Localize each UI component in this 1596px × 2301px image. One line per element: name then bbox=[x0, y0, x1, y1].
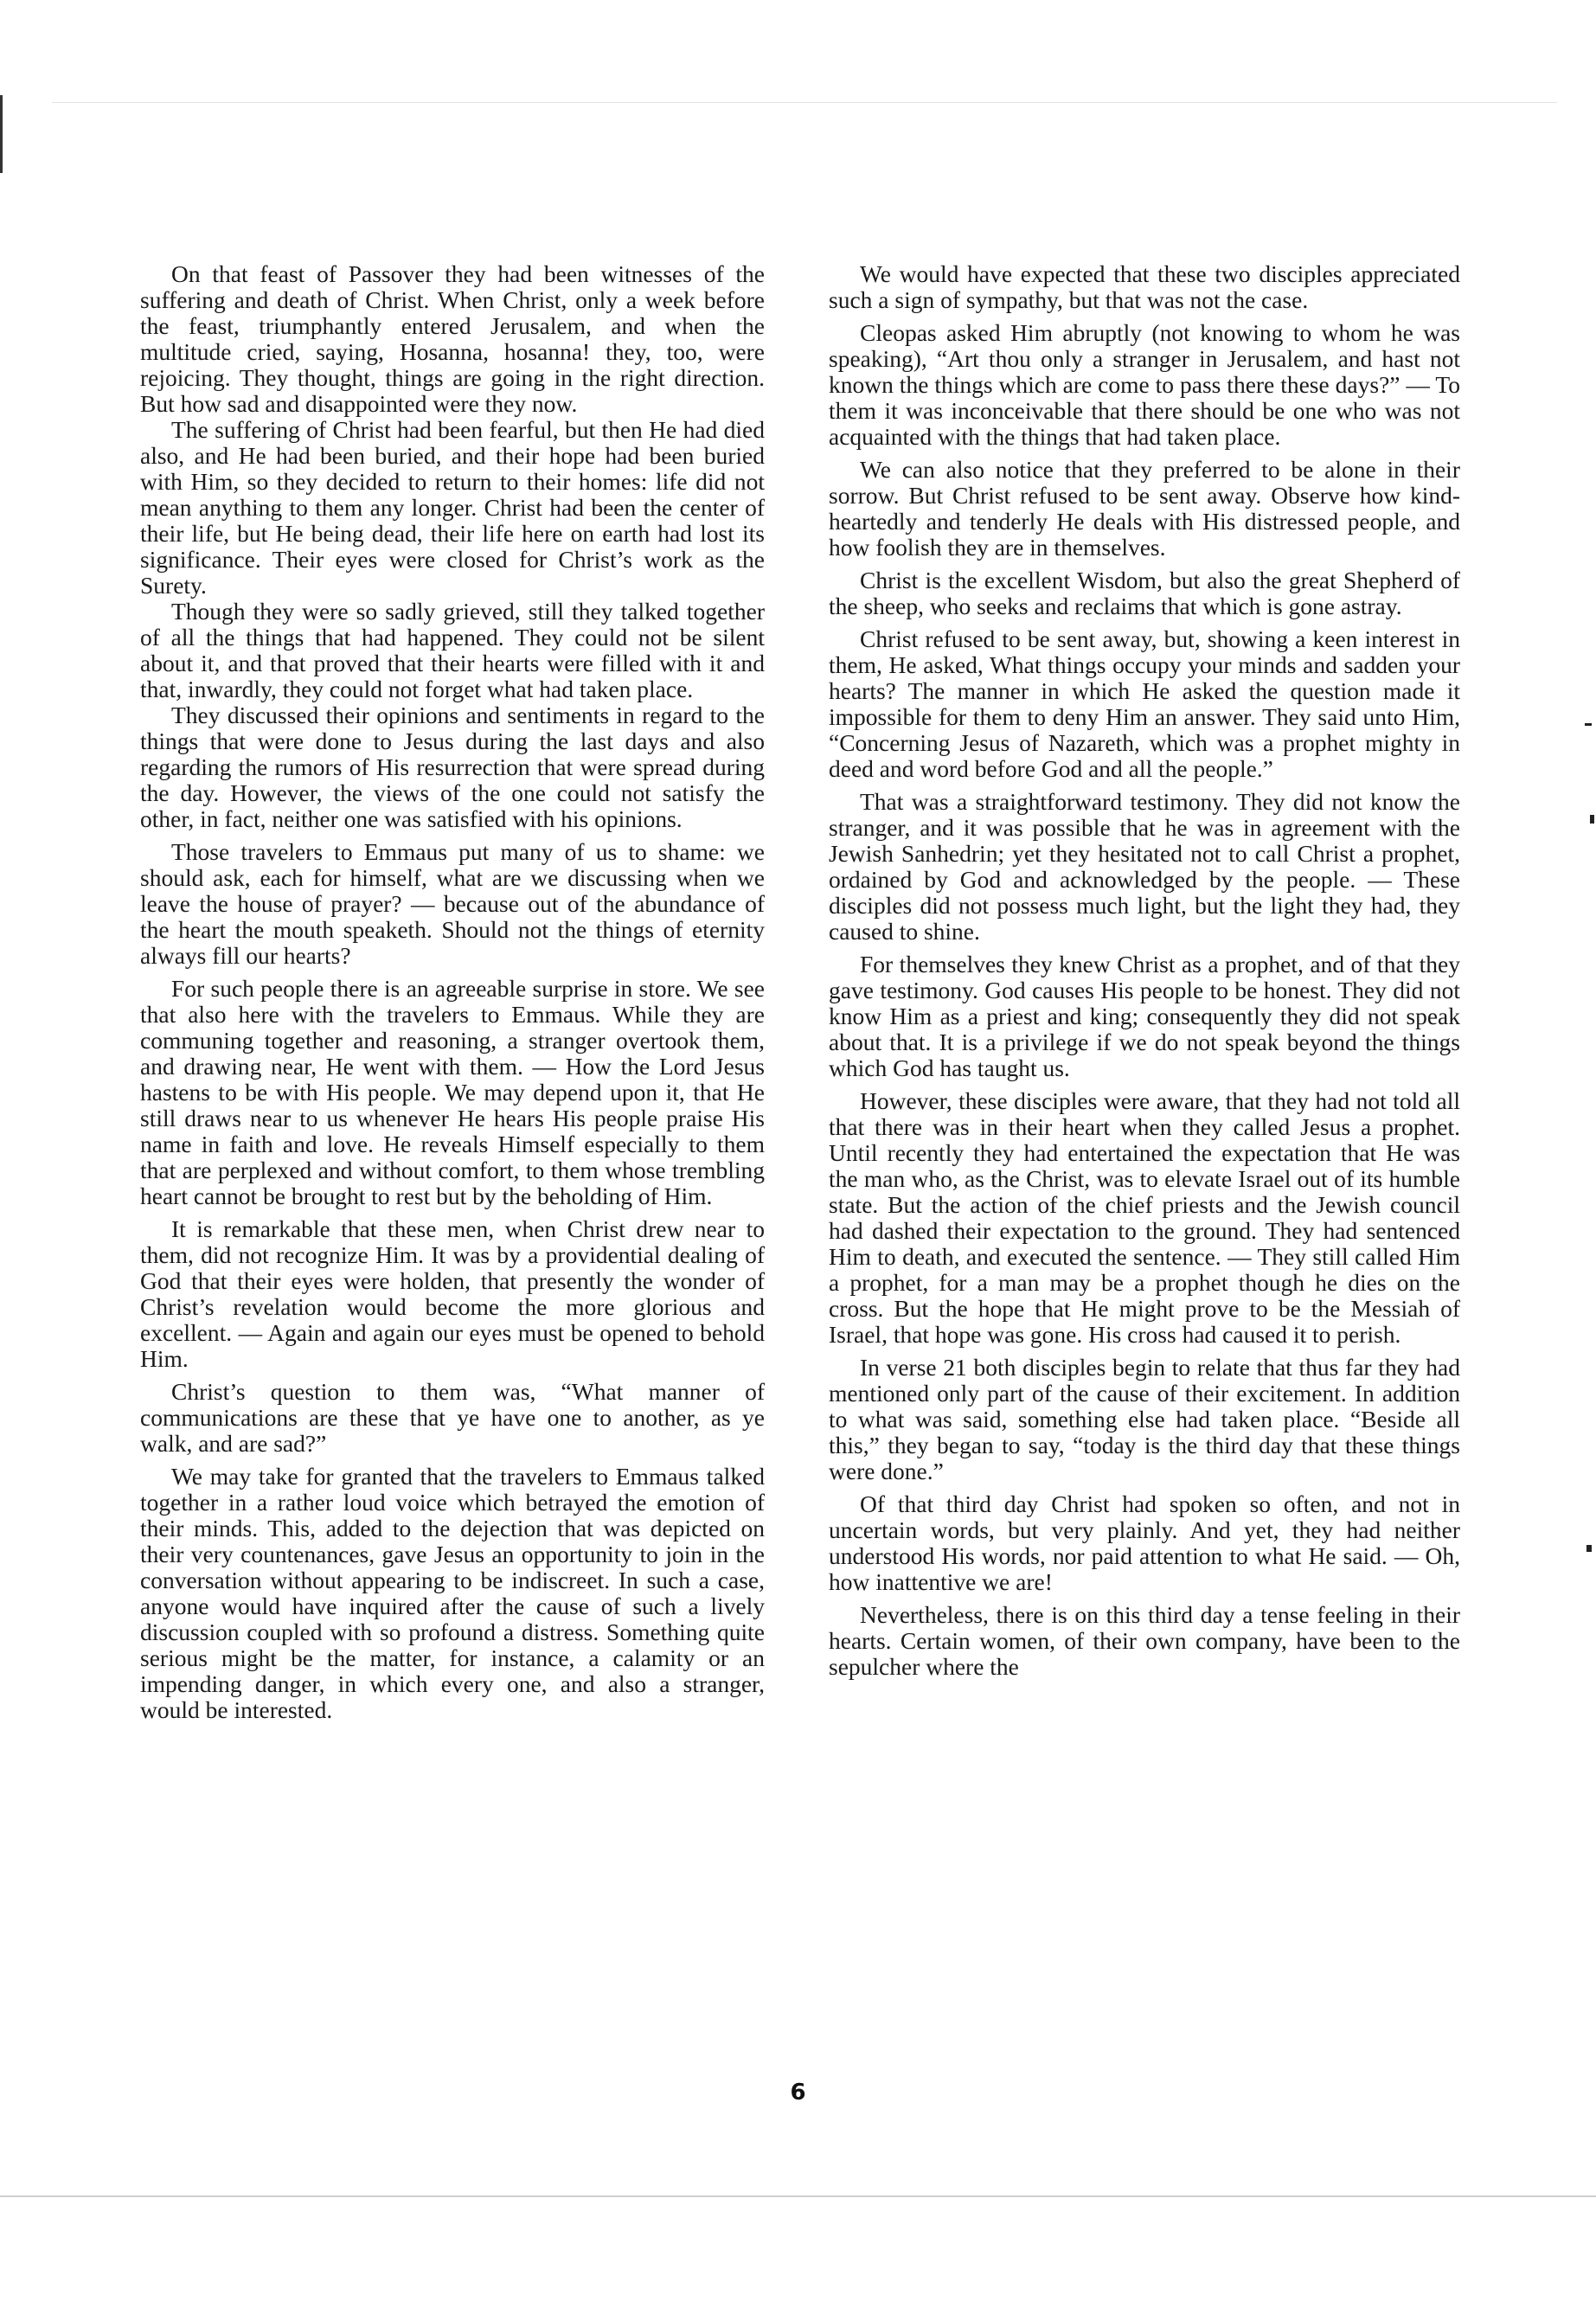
left-paragraph: On that feast of Passover they had been witnesses of the suffering and death of Christ. When Christ, only a week before the feast, triumphantly entered Jerusalem, and when the multitude cried, saying, Hosanna, hosanna! they, too, were rejoicing. They thought, things are going in the right direction. But how sad and disappointed were they now. bbox=[140, 260, 765, 417]
top-divider bbox=[52, 102, 1557, 103]
left-paragraph: Though they were so sadly grieved, still they talked together of all the things that had happened. They could not be silent about it, and that proved that their hearts were filled with it and that, inwardly, they could not forget what had taken place. bbox=[140, 598, 765, 702]
left-paragraph: Christ’s question to them was, “What manner of communications are these that ye have one to another, as ye walk, and are sad?” bbox=[140, 1378, 765, 1457]
right-paragraph: Nevertheless, there is on this third day a tense feeling in their hearts. Certain women, of their own company, have been to the sepulcher where the bbox=[829, 1601, 1460, 1680]
margin-mark bbox=[1586, 1545, 1592, 1552]
left-paragraph: We may take for granted that the travelers to Emmaus talked together in a rather loud voice which betrayed the emotion of their minds. This, added to the dejection that was depicted on their very countenances, gave Jesus an opportunity to join in the conversation without appearing to be indiscreet. In such a case, anyone would have inquired after the cause of such a lively discussion coupled with so profound a distress. Something quite serious might be the matter, for instance, a calamity or an impending danger, in which every one, and also a stranger, would be interested. bbox=[140, 1463, 765, 1723]
right-paragraph: We would have expected that these two disciples appreciated such a sign of sympathy, but that was not the case. bbox=[829, 260, 1460, 313]
right-paragraph: Of that third day Christ had spoken so often, and not in uncertain words, but very plainly. And yet, they had neither understood His words, nor paid attention to what He said. — Oh, how inattentive we are! bbox=[829, 1490, 1460, 1595]
right-paragraph: That was a straightforward testimony. They did not know the stranger, and it was possible that he was in agreement with the Jewish Sanhedrin; yet they hesitated not to call Christ a prophet, ordained by God and acknowledged by the people. — These disciples did not possess much light, but the light they had, they caused to shine. bbox=[829, 788, 1460, 945]
left-paragraph: They discussed their opinions and sentiments in regard to the things that were done to Jesus during the last days and also regarding the rumors of His resurrection that were spread during the day. However, the views of the one could not satisfy the other, in fact, neither one was satisfied with his opinions. bbox=[140, 702, 765, 832]
right-paragraph: For themselves they knew Christ as a prophet, and of that they gave testimony. God causes His people to be honest. They did not know Him as a priest and king; consequently they did not speak about that. It is a privilege if we do not speak beyond the things which God has taught us. bbox=[829, 951, 1460, 1081]
right-paragraph: Christ refused to be sent away, but, showing a keen interest in them, He asked, What things occupy your minds and sadden your hearts? The manner in which He asked the question made it impossible for them to deny Him an answer. They said unto Him, “Concerning Jesus of Nazareth, which was a prophet mighty in deed and word before God and all the people.” bbox=[829, 625, 1460, 782]
bottom-divider bbox=[0, 2195, 1596, 2197]
margin-mark bbox=[1590, 815, 1594, 824]
left-column bbox=[140, 261, 765, 1730]
right-column bbox=[829, 261, 1460, 1687]
left-paragraph: Those travelers to Emmaus put many of us to shame: we should ask, each for himself, what are we discussing when we leave the house of prayer? — because out of the abundance of the heart the mouth speaketh. Should not the things of eternity always fill our hearts? bbox=[140, 838, 765, 969]
scan-edge-mark bbox=[0, 95, 3, 173]
right-paragraph: However, these disciples were aware, that they had not told all that there was in their heart when they called Jesus a prophet. Until recently they had entertained the expectation that He was the man who, as the Christ, was to elevate Israel out of its humble state. But the action of the chief priests and the Jewish council had dashed their expectation to the ground. They had sentenced Him to death, and executed the sentence. — They still called Him a prophet, for a man may be a prophet though he dies on the cross. But the hope that He might prove to be the Messiah of Israel, that hope was gone. His cross had caused it to perish. bbox=[829, 1087, 1460, 1348]
right-paragraph: Christ is the excellent Wisdom, but also the great Shepherd of the sheep, who seeks and reclaims that which is gone astray. bbox=[829, 567, 1460, 619]
right-paragraph: Cleopas asked Him abruptly (not knowing to whom he was speaking), “Art thou only a stranger in Jerusalem, and hast not known the things which are come to pass there these days?” — To them it was inconceivable that there should be one who was not acquainted with the things that had taken place. bbox=[829, 319, 1460, 450]
right-paragraph: In verse 21 both disciples begin to relate that thus far they had mentioned only part of the cause of their excitement. In addition to what was said, something else had taken place. “Beside all this,” they began to say, “today is the third day that these things were done.” bbox=[829, 1354, 1460, 1484]
left-paragraph: The suffering of Christ had been fearful, but then He had died also, and He had been buried, and their hope had been buried with Him, so they decided to return to their homes: life did not mean anything to them any longer. Christ had been the center of their life, but He being dead, their life here on earth had lost its significance. Their eyes were closed for Christ’s work as the Surety. bbox=[140, 416, 765, 599]
left-paragraph: It is remarkable that these men, when Christ drew near to them, did not recognize Him. It was by a providential dealing of God that their eyes were holden, that presently the wonder of Christ’s revelation would become the more glorious and excellent. — Again and again our eyes must be opened to behold Him. bbox=[140, 1215, 765, 1372]
page-number: 6 bbox=[790, 2080, 806, 2106]
margin-mark bbox=[1585, 723, 1592, 726]
left-paragraph: For such people there is an agreeable surprise in store. We see that also here with the travelers to Emmaus. While they are communing together and reasoning, a stranger overtook them, and drawing near, He went with them. — How the Lord Jesus hastens to be with His people. We may depend upon it, that He still draws near to us whenever He hears His people praise His name in faith and love. He reveals Himself especially to them that are perplexed and without comfort, to them whose trembling heart cannot be brought to rest but by the beholding of Him. bbox=[140, 975, 765, 1209]
right-paragraph: We can also notice that they preferred to be alone in their sorrow. But Christ refused to be sent away. Observe how kind-heartedly and tenderly He deals with His distressed people, and how foolish they are in themselves. bbox=[829, 456, 1460, 561]
